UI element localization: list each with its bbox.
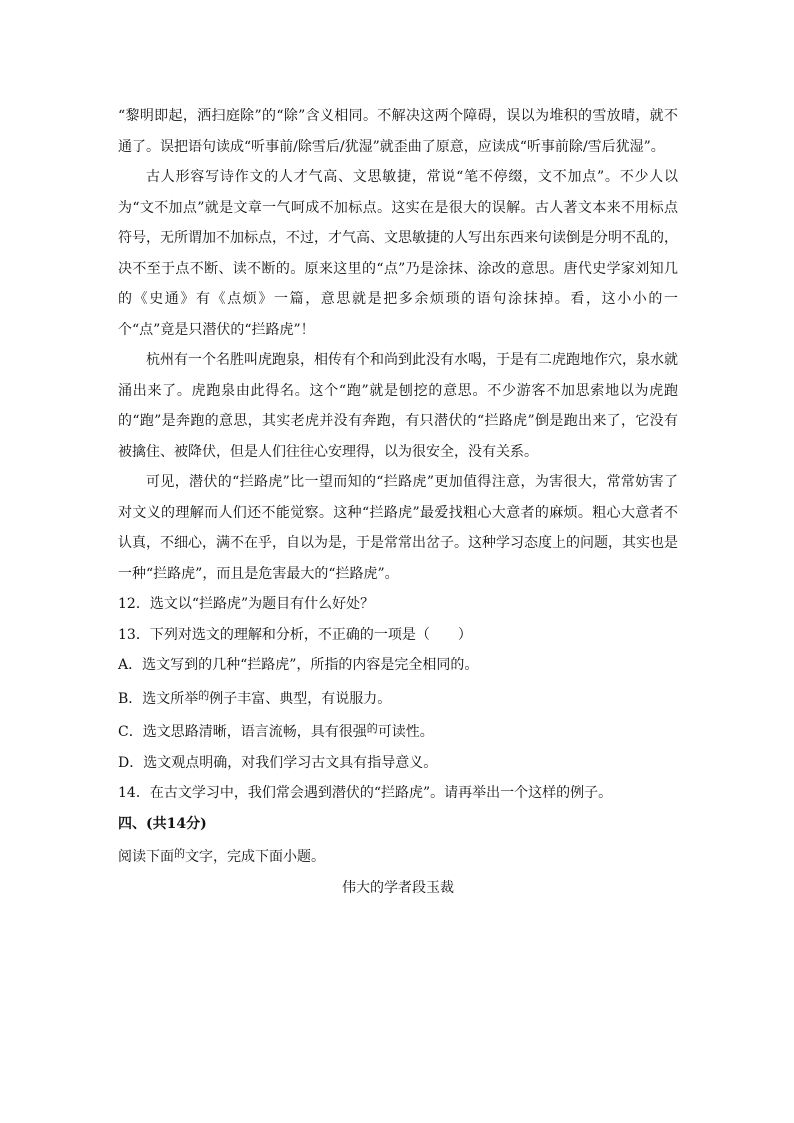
instruction-part2: 文字，完成下面小题。 [185,849,325,865]
paragraph-1: “黎明即起，洒扫庭除”的“除”含义相同。不解决这两个障碍，误以为堆积的雪放晴，就不通了。误把语句读成“听事前/除雪后/犹湿”就歪曲了原意，应读成“听事前除/雪后犹湿”。 [118,108,678,155]
option-d: D．选文观点明确，对我们学习古文具有指导意义。 [118,754,438,771]
question-14: 14．在古文学习中，我们常会遇到潜伏的“拦路虎”。请再举出一个这样的例子。 [118,785,613,801]
paragraph-3: 杭州有一个名胜叫虎跑泉，相传有个和尚到此没有水喝，于是有二虎跑地作穴，泉水就涌出来了。虎跑泉由此得名。这个“跑”就是刨挖的意思。不少游客不加思索地以为虎跑的“跑”是奔跑的意思，其实老虎并没有奔跑，有只潜伏的“拦路虎”倒是跑出来了，它没有被擒住、被降伏，但是人们往往心安理得，以为很安全，没有关系。 [118,352,678,460]
document-body [118,101,678,903]
option-c-part1: C．选文思路清晰，语言流畅，具有很强 [118,724,367,740]
question-13: 13．下列对选文的理解和分析，不正确的一项是（ ） [118,626,472,643]
paragraph-4: 可见，潜伏的“拦路虎”比一望而知的“拦路虎”更加值得注意，为害很大，常常妨害了对文义的理解而人们还不能觉察。这种“拦路虎”最爱找粗心大意者的麻烦。粗心大意者不认真，不细心，满不在乎，自以为是，于是常常出岔子。这种学习态度上的问题，其实也是一种“拦路虎”，而且是危害最大的“拦路虎”。 [118,474,678,582]
instruction-part1: 阅读下面 [118,849,174,865]
option-a: A．选文写到的几种“拦路虎”，所指的内容是完全相同的。 [118,657,479,673]
option-c-part2: 可读性。 [377,724,434,740]
option-b-part1: B．选文所举 [118,690,199,707]
paragraph-2: 古人形容写诗作文的人才气高、文思敏捷，常说“笔不停缀，文不加点”。不少人以为“文不加点”就是文章一气呵成不加标点。这实在是很大的误解。古人著文本来不用标点符号，无所谓加不加标点，不过，才气高、文思敏捷的人写出东西来句读倒是分明不乱的，决不至于点不断、读不断的。原来这里的“点”乃是涂抹、涂改的意思。唐代史学家刘知几的《史通》有《点烦》一篇，意思就是把多余烦琐的语句涂抹掉。看，这小小的一个“点”竟是只潜伏的“拦路虎”！ [118,169,678,338]
option-b-part2: 例子丰富、典型，有说服力。 [209,690,392,707]
option-b-de: 的 [198,688,210,702]
option-c-de: 的 [366,722,378,735]
instruction-de: 的 [174,847,185,860]
section-instruction [118,839,678,873]
section-heading: 四、(共14分) [118,815,207,832]
article-title: 伟大的学者段玉裁 [342,879,454,896]
question-12: 12．选文以“拦路虎”为题目有什么好处？ [118,596,375,612]
option-b [118,681,678,715]
option-c [118,714,678,748]
